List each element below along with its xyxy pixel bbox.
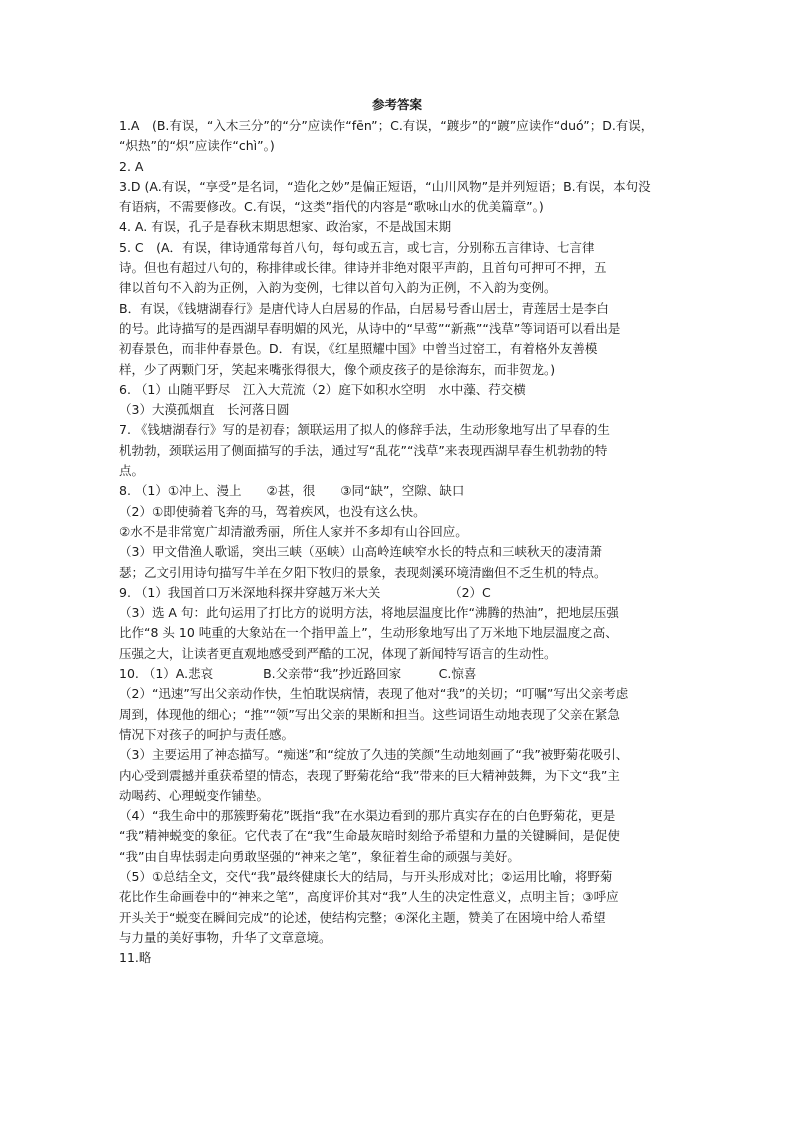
answer-line: 5. C (A．有误，律诗通常每首八句，每句或五言，或七言，分别称五言律诗、七言律 <box>119 239 595 255</box>
answer-line: 10. （1）A.悲哀 B.父亲带“我”抄近路回家 C.惊喜 <box>119 666 477 682</box>
answer-line: 动喝药、心理蜕变作铺垫。 <box>119 787 270 803</box>
answer-line: ②水不是非常宽广却清澈秀丽，所住人家并不多却有山谷回应。 <box>119 523 468 539</box>
answer-line: 机勃勃，颈联运用了侧面描写的手法，通过写“乱花”“浅草”来表现西湖早春生机勃勃的特 <box>119 442 608 458</box>
answer-line: 的号。此诗描写的是西湖早春明媚的风光，从诗中的“早莺”“新燕”“浅草”等词语可以看出是 <box>119 320 621 336</box>
answer-line: 7. 《钱塘湖春行》写的是初春；颔联运用了拟人的修辞手法，生动形象地写出了早春的生 <box>119 422 610 438</box>
answer-line: （4）“我生命中的那簇野菊花”既指“我”在水渠边看到的那片真实存在的白色野菊花，更是 <box>119 808 616 824</box>
answer-line: B．有误，《钱塘湖春行》是唐代诗人白居易的作品，白居易号香山居士，青莲居士是李白 <box>119 300 609 316</box>
answer-line: 与力量的美好事物，升华了文章意境。 <box>119 929 332 945</box>
answer-line: 点。 <box>119 463 145 479</box>
answer-line: （3）主要运用了神态描写。“痴迷”和“绽放了久违的笑颜”生动地刻画了“我”被野菊花吸引、 <box>119 747 629 763</box>
answer-line: “我”精神蜕变的象征。它代表了在“我”生命最灰暗时刻给予希望和力量的关键瞬间，是促使 <box>119 828 620 844</box>
answer-line: （3）大漠孤烟直 长河落日圆 <box>119 402 290 418</box>
answer-line: 样，少了两颗门牙，笑起来嘴张得很大，像个顽皮孩子的是徐海东，而非贺龙。) <box>119 361 556 377</box>
answer-line: 压强之大，让读者更直观地感受到严酷的工况，体现了新闻特写语言的生动性。 <box>119 645 557 661</box>
answer-line: “炽热”的“炽”应读作“chì”。) <box>119 138 275 154</box>
answer-line: （5）①总结全文，交代“我”最终健康长大的结局，与开头形成对比；②运用比喻，将野菊 <box>119 868 613 884</box>
answer-line: 开头关于“蜕变在瞬间完成”的论述，使结构完整；④深化主题，赞美了在困境中给人希望 <box>119 909 606 925</box>
answer-line: 6. （1）山随平野尽 江入大荒流（2）庭下如积水空明 水中藻、荇交横 <box>119 381 526 397</box>
answer-line: 有语病，不需要修改。C.有误，“这类”指代的内容是“歌咏山水的优美篇章”。) <box>119 199 544 215</box>
answer-body <box>119 116 679 968</box>
answer-line: 比作“8 头 10 吨重的大象站在一个指甲盖上”，生动形象地写出了万米地下地层温度之高、 <box>119 625 618 641</box>
answer-line: 1.A (B.有误，“入木三分”的“分”应读作“fēn”；C.有误，“踱步”的“踱”应读作“duó”；D.有误， <box>119 118 654 133</box>
answer-line: 诗。但也有超过八句的，称排律或长律。律诗并非绝对限平声韵，且首句可押可不押，五 <box>119 260 607 276</box>
answer-line: 8. （1）①冲上、漫上 ②甚，很 ③同“缺”，空隙、缺口 <box>119 483 465 499</box>
document-title: 参考答案 <box>371 97 422 112</box>
answer-line: 情况下对孩子的呵护与责任感。 <box>119 726 295 742</box>
answer-line: 9. （1）我国首口万米深地科探井穿越万米大关 （2）C <box>119 584 491 600</box>
answer-line: 2. A <box>119 158 144 174</box>
answer-line: 11.略 <box>119 950 152 966</box>
answer-line: 初春景色，而非仲春景色。D．有误，《红星照耀中国》中曾当过窑工，有着格外友善模 <box>119 341 598 357</box>
answer-line: 3.D (A.有误，“享受”是名词，“造化之妙”是偏正短语，“山川风物”是并列短语；B.有误，本句没 <box>119 178 651 194</box>
answer-line: 瑟；乙文引用诗句描写牛羊在夕阳下牧归的景象，表现剡溪环境清幽但不乏生机的特点。 <box>119 564 607 580</box>
answer-line: 内心受到震撼并重获希望的情态，表现了野菊花给“我”带来的巨大精神鼓舞，为下文“我”主 <box>119 767 620 783</box>
answer-line: （2）①即使骑着飞奔的马，驾着疾风，也没有这么快。 <box>119 503 426 519</box>
answer-line: （3）甲文借渔人歌谣，突出三峡（巫峡）山高岭连峡窄水长的特点和三峡秋天的凄清萧 <box>119 544 602 560</box>
answer-line: 律以首句不入韵为正例，入韵为变例，七律以首句入韵为正例，不入韵为变例。 <box>119 280 557 296</box>
answer-line: （3）选 A 句：此句运用了打比方的说明方法，将地层温度比作“沸腾的热油”，把地层压强 <box>119 605 619 621</box>
answer-line: （2）“迅速”写出父亲动作快，生怕耽误病情，表现了他对“我”的关切；“叮嘱”写出父亲考虑 <box>119 686 629 702</box>
answer-line: “我”由自卑怯弱走向勇敢坚强的“神来之笔”，象征着生命的顽强与美好。 <box>119 848 520 864</box>
answer-line: 4. A. 有误，孔子是春秋末期思想家、政治家，不是战国末期 <box>119 219 452 235</box>
answer-line: 周到，体现他的细心；“推”“领”写出父亲的果断和担当。这些词语生动地表现了父亲在紧急 <box>119 706 620 722</box>
answer-line: 花比作生命画卷中的“神来之笔”，高度评价其对“我”人生的决定性意义，点明主旨；③呼应 <box>119 889 619 905</box>
